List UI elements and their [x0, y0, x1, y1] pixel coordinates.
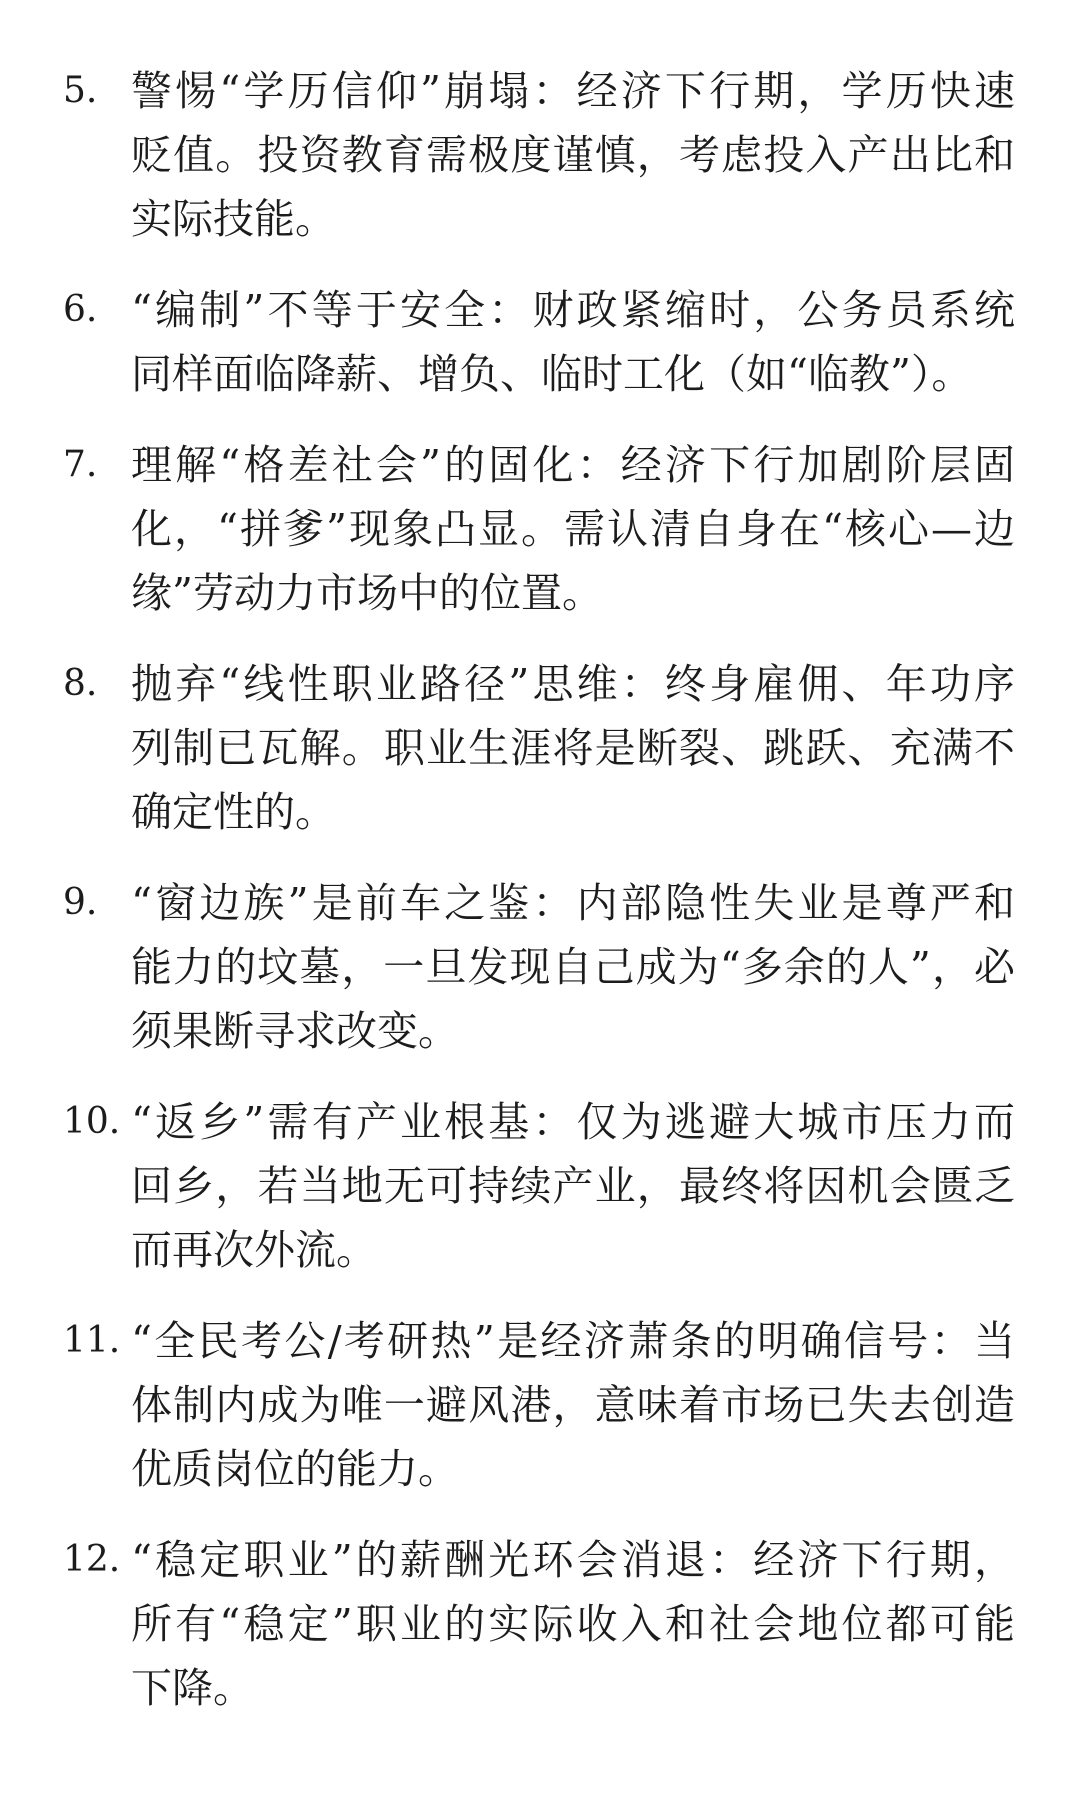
list-item [63, 433, 1015, 625]
item-line: 理解“格差社会”的固化：经济下行加剧阶层固 [131, 441, 1015, 489]
item-line: 实际技能。 [131, 195, 336, 243]
item-number: 9. [63, 882, 98, 923]
item-text [131, 1090, 1015, 1282]
item-line: “窗边族”是前车之鉴：内部隐性失业是尊严和 [131, 879, 1015, 927]
item-number: 5. [63, 70, 98, 111]
item-line: 抛弃“线性职业路径”思维：终身雇佣、年功序 [131, 660, 1015, 708]
list-item [63, 1090, 1015, 1282]
item-number: 8. [63, 663, 98, 704]
item-line: 化，“拼爹”现象凸显。需认清自身在“核心—边 [131, 505, 1015, 553]
item-number: 6. [63, 289, 98, 330]
item-line: 列制已瓦解。职业生涯将是断裂、跳跃、充满不 [131, 724, 1015, 772]
item-text [131, 1309, 1015, 1501]
list-item [63, 652, 1015, 844]
item-number: 7. [63, 444, 98, 485]
item-line: 所有“稳定”职业的实际收入和社会地位都可能 [131, 1600, 1015, 1648]
item-line: “稳定职业”的薪酬光环会消退：经济下行期， [131, 1536, 1015, 1584]
list-item [63, 871, 1015, 1063]
item-line: 优质岗位的能力。 [131, 1445, 459, 1493]
numbered-list [63, 59, 1015, 1720]
item-line: “编制”不等于安全：财政紧缩时，公务员系统 [131, 286, 1015, 334]
item-line: 体制内成为唯一避风港，意味着市场已失去创造 [131, 1381, 1015, 1429]
item-text [131, 1528, 1015, 1720]
item-line: 警惕“学历信仰”崩塌：经济下行期，学历快速 [131, 67, 1015, 115]
item-text [131, 278, 1015, 406]
item-text [131, 59, 1015, 251]
item-line: 缘”劳动力市场中的位置。 [131, 569, 603, 617]
item-line: 而再次外流。 [131, 1226, 377, 1274]
item-text [131, 652, 1015, 844]
item-line: “返乡”需有产业根基：仅为逃避大城市压力而 [131, 1098, 1015, 1146]
item-line: 回乡，若当地无可持续产业，最终将因机会匮乏 [131, 1162, 1015, 1210]
item-line: 下降。 [131, 1664, 254, 1712]
item-text [131, 433, 1015, 625]
item-line: 确定性的。 [131, 788, 336, 836]
item-number: 11. [63, 1320, 121, 1361]
list-item [63, 278, 1015, 406]
item-line: 能力的坟墓，一旦发现自己成为“多余的人”，必 [131, 943, 1015, 991]
item-text [131, 871, 1015, 1063]
list-item [63, 1309, 1015, 1501]
list-item [63, 1528, 1015, 1720]
item-line: 须果断寻求改变。 [131, 1007, 459, 1055]
item-number: 10. [63, 1101, 121, 1142]
list-item [63, 59, 1015, 251]
item-number: 12. [63, 1539, 121, 1580]
item-line: 同样面临降薪、增负、临时工化（如“临教”）。 [131, 350, 973, 398]
item-line: “全民考公/考研热”是经济萧条的明确信号：当 [131, 1317, 1015, 1365]
item-line: 贬值。投资教育需极度谨慎，考虑投入产出比和 [131, 131, 1015, 179]
